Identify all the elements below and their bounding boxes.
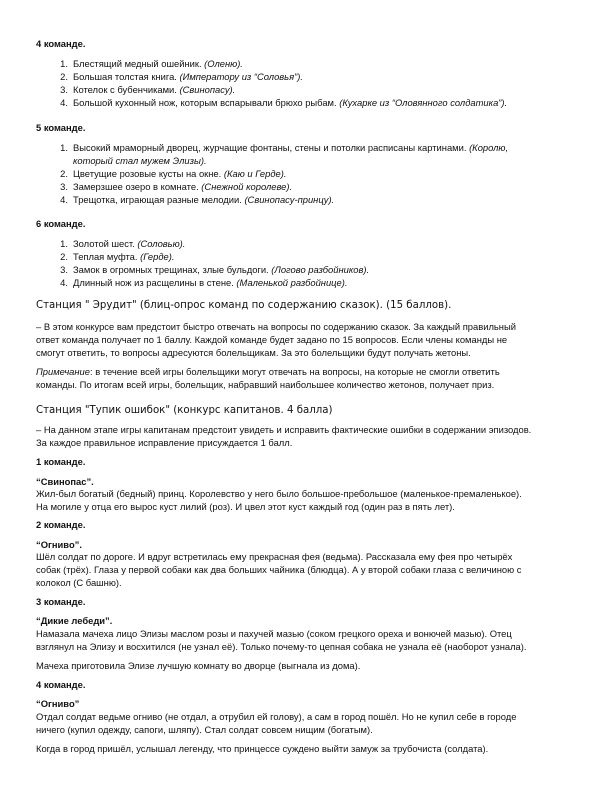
paragraph-line: Отдал солдат ведьме огниво (не отдал, а отрубил ей голову), а сам в город пошёл. Но не купил себе в городе bbox=[36, 711, 517, 722]
section-heading: 6 команде. bbox=[36, 218, 86, 229]
paragraph-line: колокол (С башню). bbox=[36, 577, 122, 588]
team-heading: 2 команде. bbox=[36, 519, 86, 530]
section-heading: 5 команде. bbox=[36, 122, 86, 133]
note-line: Примечание: в течение всей игры болельщики могут отвечать на вопросы, на которые не смогли ответить bbox=[36, 366, 500, 377]
paragraph-line: взглянул на Элизу и восхитился (не узнал её). Только почему-то цепная собака не узнала её (наоборот узнала). bbox=[36, 641, 527, 652]
station-title: Станция " Эрудит" (блиц-опрос команд по содержанию сказок). (15 баллов). bbox=[36, 300, 452, 311]
section-heading: 4 команде. bbox=[36, 38, 86, 49]
paragraph-line: Когда в город пришёл, услышал легенду, что принцессе суждено выйти замуж за трубочиста (солдата). bbox=[36, 743, 489, 754]
paragraph-line: смогут ответить, то вопросы адресуются болельщикам. За это болельщики будут получать жетоны. bbox=[36, 347, 471, 358]
team-heading: 1 команде. bbox=[36, 456, 86, 467]
paragraph-line: ничего (купил одежду, сапоги, шляпу). Стал солдат совсем нищим (богатым). bbox=[36, 724, 373, 735]
tale-title: “Свинопас”. bbox=[36, 476, 94, 487]
paragraph-line: Мачеха приготовила Элизе лучшую комнату во дворце (выгнала из дома). bbox=[36, 660, 361, 671]
paragraph-line: Жил-был богатый (бедный) принц. Королевство у него было большое-пребольшое (маленькое-премаленькое). bbox=[36, 488, 522, 499]
paragraph-line: На могиле у отца его вырос куст лилий (роз). И цвел этот куст каждый год (один раз в пять лет). bbox=[36, 501, 455, 512]
paragraph-line: – В этом конкурсе вам предстоит быстро отвечать на вопросы по содержанию сказок. За каждый правильный bbox=[36, 321, 516, 332]
paragraph-line: собак (трёх). Глаза у первой собаки как два больших чайника (блюдца). А у второй собаки глаза с величиною с bbox=[36, 564, 522, 575]
paragraph-line: Намазала мачеха лицо Элизы маслом розы и пахучей мазью (соком грецкого ореха и вонючей мазью). Отец bbox=[36, 628, 512, 639]
note-label: Примечание bbox=[36, 366, 90, 377]
tale-title: “Дикие лебеди”. bbox=[36, 615, 113, 626]
note-line: команды. По итогам всей игры, болельщик, набравший наибольшее количество жетонов, получает приз. bbox=[36, 379, 495, 390]
team-heading: 4 команде. bbox=[36, 679, 86, 690]
team-heading: 3 команде. bbox=[36, 596, 86, 607]
paragraph-line: – На данном этапе игры капитанам предстоит увидеть и исправить фактические ошибки в содержании эпизодов. bbox=[36, 424, 532, 435]
paragraph-line: Шёл солдат по дороге. И вдруг встретилась ему прекрасная фея (ведьма). Рассказала ему фея про четырёх bbox=[36, 551, 513, 562]
tale-title: “Огниво” bbox=[36, 698, 80, 709]
document-page: 4 команде. 1. Блестящий медный ошейник. (Оленю). 2. Большая толстая книга. (Императору из “Соловья”). 3. Котелок с бубенчиками. (Свинопасу). 4. Большой кухонный нож, которым вспарывали брюхо рыбам. (Кухарке из “Оловянного солдатика”). 5 команде. 1. Высокий мраморный дворец, журчащие фонтаны, стены и потолки расписаны картинами. (Королю, который стал мужем Элизы). 2. Цветущие розовые кусты на окне. (Каю и Герде). 3. Замерзшее озеро в комнате. (Снежной королеве). 4. Трещотка, играющая разные мелодии. (Свинопасу-принцу). 6 команде. 1. Золотой шест. (Соловью). 2. Теплая муфта. (Герде). 3. Замок в огромных трещинах, злые бульдоги. (Логово разбойников). 4. Длинный нож из расщелины в стене. (Маленькой разбойнице). Станция " Эрудит" (блиц-опрос команд по содержанию сказок). (15 баллов). – В этом конкурсе вам предстоит быстро отвечать на вопросы по содержанию сказок. За каждый правильный ответ команда получает по 1 баллу. Каждой команде будет задано по 15 вопросов. Если члены команды не смогут ответить, то вопросы адресуются болельщикам. За это болельщики будут получать жетоны. Примечание: в течение всей игры болельщики могут отвечать на вопросы, на которые не смогли ответить команды. По итогам всей игры, болельщик, набравший наибольшее количество жетонов, получает приз. Станция "Тупик ошибок" (конкурс капитанов. 4 балла) – На данном этапе игры капитанам предстоит увидеть и исправить фактические ошибки в содержании эпизодов. За каждое правильное исправление присуждается 1 балл. 1 команде. “Свинопас”. Жил-был богатый (бедный) принц. Королевство у него было большое-пребольшое (маленькое-премаленькое). На могиле у отца его вырос куст лилий (роз). И цвел этот куст каждый год (один раз в пять лет). 2 команде. “Огниво”. Шёл солдат по дороге. И вдруг встретилась ему прекрасная фея (ведьма). Рассказала ему фея про четырёх собак (трёх). Глаза у первой собаки как два больших чайника (блюдца). А у второй собаки глаза с величиною с колокол (С башню). 3 команде. “Дикие лебеди”. Намазала мачеха лицо Элизы маслом розы и пахучей мазью (соком грецкого ореха и вонючей мазью). Отец взглянул на Элизу и восхитился (не узнал её). Только почему-то цепная собака не узнала её (наоборот узнала). Мачеха приготовила Элизе лучшую комнату во дворце (выгнала из дома). 4 команде. “Огниво” Отдал солдат ведьме огниво (не отдал, а отрубил ей голову), а сам в город пошёл. Но не купил себе в городе ничего (купил одежду, сапоги, шляпу). Стал солдат совсем нищим (богатым). Когда в город пришёл, услышал легенду, что принцессе суждено выйти замуж за трубочиста (солдата). bbox=[36, 38, 532, 754]
paragraph-line: За каждое правильное исправление присуждается 1 балл. bbox=[36, 437, 293, 448]
paragraph-line: ответ команда получает по 1 баллу. Каждой команде будет задано по 15 вопросов. Если члены команды не bbox=[36, 334, 508, 345]
tale-title: “Огниво”. bbox=[36, 539, 82, 550]
station-title: Станция "Тупик ошибок" (конкурс капитанов. 4 балла) bbox=[36, 405, 333, 416]
